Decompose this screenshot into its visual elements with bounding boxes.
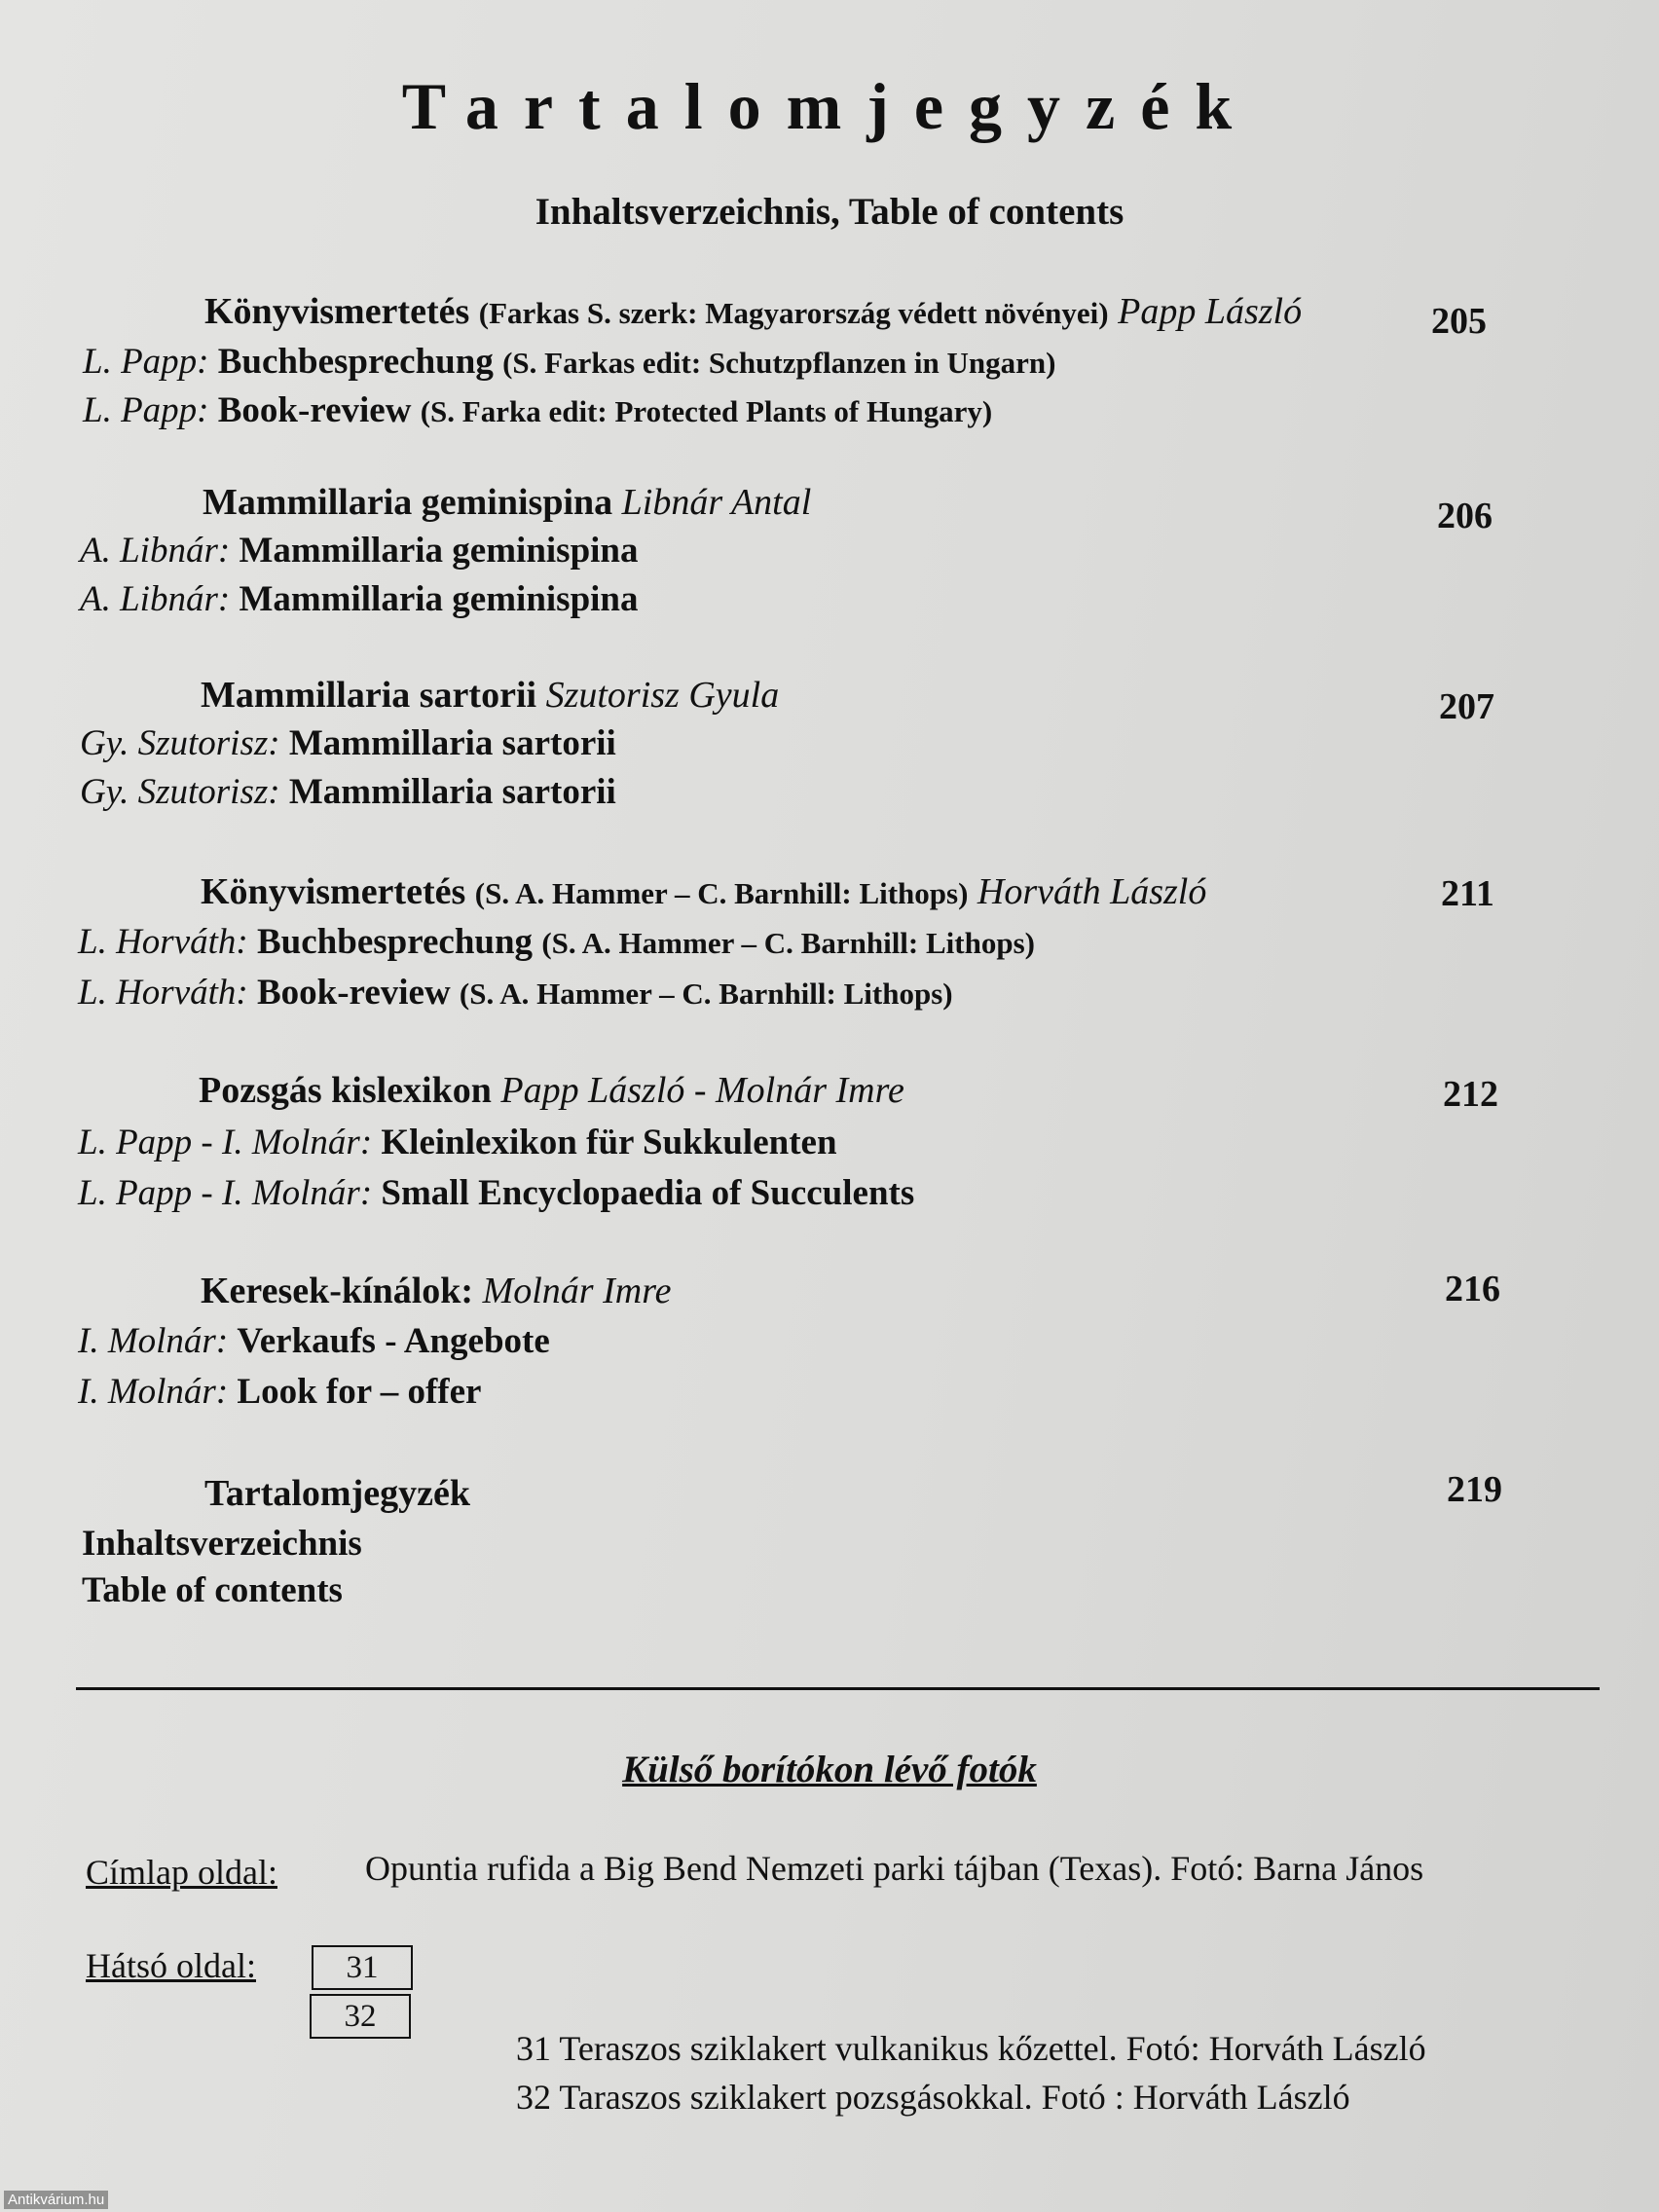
line-title: Mammillaria geminispina [239, 531, 639, 571]
translation-line [83, 341, 1055, 383]
line-title: Inhaltsverzeichnis [82, 1524, 362, 1564]
caption-text: Taraszos sziklakert pozsgásokkal. Fotó : Horváth László [559, 2078, 1350, 2117]
entry-title: Tartalomjegyzék [204, 1473, 470, 1514]
entry-heading [201, 674, 779, 717]
entry-author: Szutorisz Gyula [545, 675, 780, 716]
line-author: L. Papp: [83, 342, 209, 382]
page-number: 207 [1439, 686, 1494, 727]
entry-title: Mammillaria geminispina [203, 482, 613, 523]
front-cover-label: Címlap oldal: [86, 1853, 277, 1892]
line-author: A. Libnár: [80, 531, 231, 571]
line-author: A. Libnár: [80, 579, 231, 619]
line-author: L. Papp: [83, 390, 209, 430]
line-title: Kleinlexikon für Sukkulenten [381, 1123, 837, 1162]
section-divider [76, 1687, 1600, 1690]
line-title: Look for – offer [237, 1372, 482, 1412]
front-cover-text: Opuntia rufida a Big Bend Nemzeti parki tájban (Texas). Fotó: Barna János [365, 1849, 1424, 1888]
entry-heading [199, 1069, 904, 1112]
translation-line [82, 1569, 343, 1611]
translation-line [78, 1320, 550, 1362]
caption-number: 32 [516, 2078, 551, 2117]
translation-line [78, 1122, 837, 1163]
line-title: Verkaufs - Angebote [237, 1321, 550, 1361]
entry-title: Könyvismertetés [204, 291, 470, 332]
translation-line [78, 1172, 914, 1214]
translation-line [80, 771, 616, 813]
line-author: L. Horváth: [78, 922, 248, 962]
entry-heading [201, 1270, 671, 1312]
page-number: 216 [1445, 1269, 1500, 1309]
line-title: Small Encyclopaedia of Succulents [381, 1173, 915, 1213]
entry-title: Keresek-kínálok: [201, 1271, 474, 1311]
entry-author: Molnár Imre [482, 1271, 672, 1311]
line-title: Buchbesprechung [256, 922, 534, 962]
entry-heading [204, 1472, 470, 1515]
translation-line [82, 1523, 362, 1565]
photo-box-32: 32 [310, 1994, 411, 2039]
caption-number: 31 [516, 2029, 551, 2068]
page-number: 206 [1437, 496, 1493, 536]
line-title: Book-review [256, 973, 451, 1013]
translation-line [80, 722, 616, 764]
line-title: Mammillaria sartorii [288, 772, 616, 812]
line-title: Mammillaria geminispina [239, 579, 639, 619]
back-cover-label: Hátsó oldal: [86, 1946, 256, 1985]
page-subtitle: Inhaltsverzeichnis, Table of contents [535, 191, 1124, 233]
line-note: (S. Farka edit: Protected Plants of Hungary) [420, 394, 993, 428]
line-author: L. Papp - I. Molnár: [78, 1173, 373, 1213]
back-photo-caption [516, 2028, 1426, 2069]
line-title: Book-review [217, 390, 412, 430]
page-title: Tartalomjegyzék [401, 69, 1258, 143]
line-author: Gy. Szutorisz: [80, 772, 280, 812]
line-note: (S. Farkas edit: Schutzpflanzen in Ungarn) [502, 346, 1056, 380]
translation-line [80, 578, 639, 620]
line-note: (S. A. Hammer – C. Barnhill: Lithops) [459, 977, 953, 1011]
entry-author: Libnár Antal [621, 482, 812, 523]
page-number: 219 [1447, 1469, 1502, 1510]
line-title: Table of contents [82, 1570, 343, 1610]
translation-line [78, 972, 953, 1014]
line-author: L. Papp - I. Molnár: [78, 1123, 373, 1162]
caption-text: Teraszos sziklakert vulkanikus kőzettel. Fotó: Horváth László [559, 2029, 1426, 2068]
line-author: I. Molnár: [78, 1321, 229, 1361]
photo-box-31: 31 [312, 1945, 413, 1990]
line-title: Buchbesprechung [217, 342, 494, 382]
entry-note: (S. A. Hammer – C. Barnhill: Lithops) [474, 876, 969, 910]
cover-photos-heading: Külső borítókon lévő fotók [622, 1749, 1037, 1790]
entry-heading [204, 290, 1302, 333]
page-number: 212 [1443, 1074, 1498, 1115]
entry-title: Mammillaria sartorii [201, 675, 537, 716]
entry-author: Horváth László [977, 871, 1207, 912]
translation-line [78, 1371, 481, 1413]
entry-author: Papp László [1118, 291, 1303, 332]
translation-line [80, 530, 639, 571]
line-author: Gy. Szutorisz: [80, 723, 280, 763]
translation-line [83, 389, 992, 431]
translation-line [78, 921, 1035, 963]
back-photo-caption [516, 2077, 1350, 2118]
entry-title: Pozsgás kislexikon [199, 1070, 492, 1111]
entry-heading [201, 870, 1206, 913]
line-title: Mammillaria sartorii [288, 723, 616, 763]
line-author: I. Molnár: [78, 1372, 229, 1412]
line-note: (S. A. Hammer – C. Barnhill: Lithops) [541, 926, 1035, 960]
page-number: 205 [1431, 301, 1487, 342]
entry-title: Könyvismertetés [201, 871, 466, 912]
watermark: Antikvárium.hu [4, 2191, 108, 2209]
entry-note: (Farkas S. szerk: Magyarország védett növényei) [478, 296, 1109, 330]
line-author: L. Horváth: [78, 973, 248, 1013]
entry-heading [203, 481, 811, 524]
entry-author: Papp László - Molnár Imre [500, 1070, 904, 1111]
page-number: 211 [1441, 873, 1494, 914]
